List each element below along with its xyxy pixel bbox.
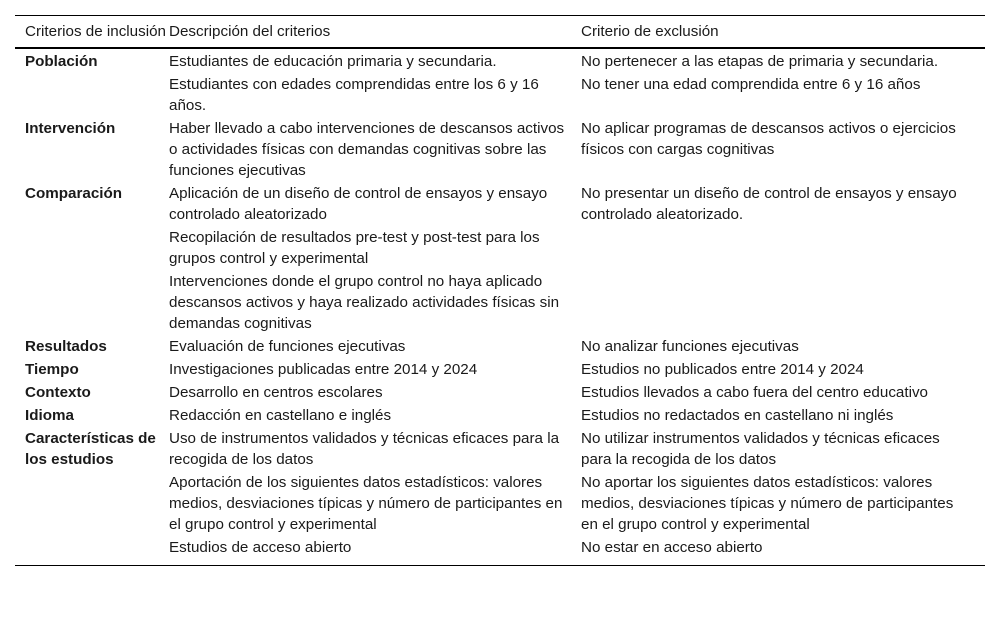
table-row (169, 227, 985, 269)
exclusion-cell (581, 227, 985, 269)
criterion-pairs (169, 382, 985, 403)
table-row (169, 271, 985, 334)
exclusion-cell: Estudios llevados a cabo fuera del centro educativo (581, 384, 928, 401)
description-cell: Haber llevado a cabo intervenciones de descansos activos o actividades físicas con demandas cognitivas sobre las funciones ejecutivas (169, 120, 565, 179)
exclusion-cell: No presentar un diseño de control de ensayos y ensayo controlado aleatorizado. (581, 185, 957, 223)
criterion-pairs (169, 428, 985, 558)
criterion-category: Contexto (25, 384, 91, 401)
criterion-category: Comparación (25, 185, 123, 202)
criterion-pairs (169, 336, 985, 357)
table-row-group (15, 183, 985, 334)
criterion-pairs (169, 405, 985, 426)
table-row (169, 336, 985, 357)
description-cell: Redacción en castellano e inglés (169, 407, 392, 424)
table-row-group (15, 428, 985, 558)
criterion-pairs (169, 118, 985, 181)
table-row-group (15, 336, 985, 357)
table-bottom-rule (15, 565, 985, 566)
exclusion-cell: No analizar funciones ejecutivas (581, 338, 799, 355)
description-cell: Recopilación de resultados pre-test y post-test para los grupos control y experimental (169, 229, 540, 267)
table-body (15, 49, 985, 558)
table-row (169, 74, 985, 116)
header-exclusion: Criterio de exclusión (581, 23, 719, 40)
header-description: Descripción del criterios (169, 23, 331, 40)
description-cell: Aportación de los siguientes datos estadísticos: valores medios, desviaciones típicas y número de participantes en el grupo control y experimental (169, 474, 563, 533)
table-row (169, 472, 985, 535)
header-inclusion: Criterios de inclusión (25, 23, 166, 40)
exclusion-cell: No tener una edad comprendida entre 6 y 16 años (581, 76, 921, 93)
description-cell: Estudiantes de educación primaria y secundaria. (169, 53, 497, 70)
table-row (169, 428, 985, 470)
table-row-group (15, 118, 985, 181)
criterion-category: Población (25, 53, 98, 70)
criterion-pairs (169, 359, 985, 380)
criterion-category: Resultados (25, 338, 107, 355)
description-cell: Intervenciones donde el grupo control no haya aplicado descansos activos y haya realizado actividades físicas sin demandas cognitivas (169, 273, 560, 332)
table-row (169, 118, 985, 181)
description-cell: Uso de instrumentos validados y técnicas eficaces para la recogida de los datos (169, 430, 560, 468)
criterion-category: Intervención (25, 120, 116, 137)
table-row-group (15, 405, 985, 426)
table-row (169, 537, 985, 558)
exclusion-cell: No estar en acceso abierto (581, 539, 763, 556)
table-row (169, 359, 985, 380)
description-cell: Estudiantes con edades comprendidas entre los 6 y 16 años. (169, 76, 539, 114)
description-cell: Estudios de acceso abierto (169, 539, 352, 556)
exclusion-cell: No pertenecer a las etapas de primaria y secundaria. (581, 53, 939, 70)
table-row (169, 51, 985, 72)
exclusion-cell: No aportar los siguientes datos estadísticos: valores medios, desviaciones típicas y número de participantes en el grupo control y experimental (581, 474, 954, 533)
exclusion-cell: Estudios no publicados entre 2014 y 2024 (581, 361, 864, 378)
criteria-table (15, 15, 985, 566)
table-row-group (15, 51, 985, 116)
description-cell: Aplicación de un diseño de control de ensayos y ensayo controlado aleatorizado (169, 185, 548, 223)
table-row-group (15, 382, 985, 403)
table-row-group (15, 359, 985, 380)
criterion-pairs (169, 183, 985, 334)
criterion-category: Tiempo (25, 361, 79, 378)
criterion-pairs (169, 51, 985, 116)
criterion-category: Características de los estudios (25, 430, 156, 468)
description-cell: Evaluación de funciones ejecutivas (169, 338, 406, 355)
description-cell: Investigaciones publicadas entre 2014 y 2024 (169, 361, 478, 378)
table-row (169, 405, 985, 426)
exclusion-cell: No aplicar programas de descansos activos o ejercicios físicos con cargas cognitivas (581, 120, 956, 158)
table-header-row (15, 16, 985, 47)
table-row (169, 183, 985, 225)
exclusion-cell (581, 271, 985, 334)
exclusion-cell: No utilizar instrumentos validados y técnicas eficaces para la recogida de los datos (581, 430, 940, 468)
description-cell: Desarrollo en centros escolares (169, 384, 383, 401)
exclusion-cell: Estudios no redactados en castellano ni inglés (581, 407, 894, 424)
table-row (169, 382, 985, 403)
criterion-category: Idioma (25, 407, 74, 424)
